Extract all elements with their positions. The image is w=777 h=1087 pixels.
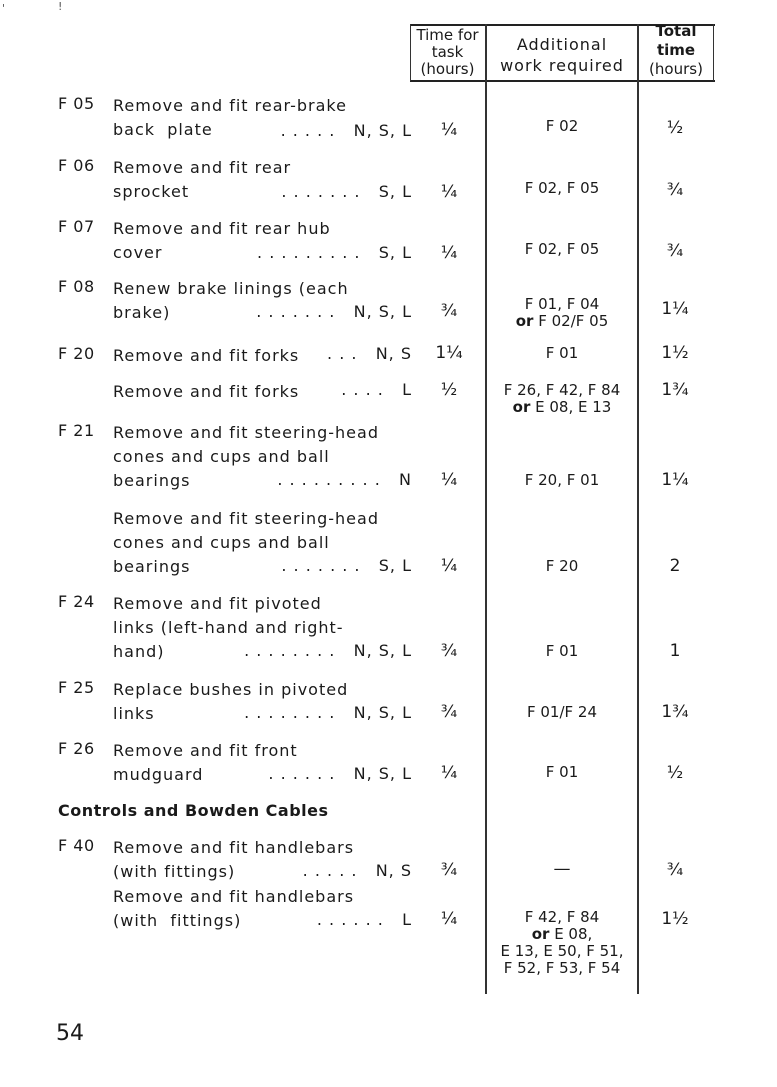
header-total-time: Total time (hours) (649, 22, 703, 78)
task-time: ¼ (440, 182, 458, 202)
task-time: ¾ (440, 702, 458, 722)
operation-description: Remove and fit handlebars (with fittings) (113, 838, 355, 881)
total-time: 1½ (661, 343, 689, 363)
task-time: 1¼ (435, 343, 463, 363)
operation-description: Remove and fit rear-brake back plate (113, 96, 347, 139)
task-time: ¼ (440, 470, 458, 490)
operation-description: Remove and fit forks (113, 346, 300, 365)
additional-work: F 01 (545, 763, 579, 781)
total-time: ¾ (666, 241, 684, 261)
additional-work: F 01, F 04 or F 02/F 05 (515, 295, 609, 330)
total-time: 1¾ (661, 702, 689, 722)
header-additional-work: Additional work required (500, 35, 624, 75)
additional-work: F 20, F 01 (524, 471, 600, 489)
operation-code: F 40 (58, 836, 95, 855)
task-time: ¾ (440, 860, 458, 880)
operation-code: F 21 (58, 421, 95, 440)
operation-code: F 06 (58, 156, 95, 175)
operation-code: F 25 (58, 678, 95, 697)
total-time: 1¾ (661, 380, 689, 400)
task-time: ¼ (440, 556, 458, 576)
header-bottom-rule (410, 80, 715, 82)
total-time: ¾ (666, 180, 684, 200)
operation-code: F 05 (58, 94, 95, 113)
additional-work: F 01/F 24 (526, 703, 598, 721)
operation-code: F 20 (58, 344, 95, 363)
operation-description: Remove and fit steering-head cones and cups and ball bearings (113, 423, 379, 490)
operation-code: F 26 (58, 739, 95, 758)
model-applicability: . . . . . . . S, L (281, 182, 412, 201)
header-time-for-task: Time for task (hours) (416, 26, 479, 78)
model-applicability: . . . . . . N, S, L (268, 764, 412, 783)
model-applicability: . . . . . N, S, L (280, 121, 412, 140)
task-time: ¾ (440, 301, 458, 321)
total-time: 1¼ (661, 470, 689, 490)
header-right-edge (713, 24, 714, 81)
total-time: ½ (666, 118, 684, 138)
model-applicability: . . . N, S (327, 344, 412, 363)
additional-work: — (553, 859, 571, 879)
additional-work: F 02, F 05 (524, 179, 600, 197)
operation-description: Remove and fit rear hub cover (113, 219, 331, 262)
model-applicability: . . . . L (341, 380, 412, 399)
task-time: ¼ (440, 763, 458, 783)
model-applicability: . . . . . . . . . N (277, 470, 412, 489)
task-time: ½ (440, 380, 458, 400)
total-time: 1 (669, 641, 681, 661)
scan-mark: ' (2, 2, 6, 15)
total-time: ¾ (666, 860, 684, 880)
model-applicability: . . . . . . . S, L (281, 556, 412, 575)
operation-description: Remove and fit steering-head cones and cups and ball bearings (113, 509, 379, 576)
model-applicability: . . . . . . . . N, S, L (244, 703, 412, 722)
additional-work: F 02, F 05 (524, 240, 600, 258)
operation-code: F 08 (58, 277, 95, 296)
total-time: ½ (666, 763, 684, 783)
page-number: 54 (56, 1021, 84, 1046)
operation-description: Remove and fit front mudguard (113, 741, 298, 784)
operation-description: Renew brake linings (each brake) (113, 279, 349, 322)
scan-mark: ! (58, 0, 63, 13)
operation-code: F 07 (58, 217, 95, 236)
additional-work: F 26, F 42, F 84 or E 08, E 13 (503, 381, 621, 416)
total-time: 2 (669, 556, 681, 576)
model-applicability: . . . . . . . . . S, L (257, 243, 412, 262)
operation-description: Remove and fit pivoted links (left-hand and right- hand) (113, 594, 344, 661)
additional-work: F 01 (545, 344, 579, 362)
task-time: ¼ (440, 120, 458, 140)
operation-description: Remove and fit forks (113, 382, 300, 401)
operation-description: Remove and fit rear sprocket (113, 158, 292, 201)
task-time: ¼ (440, 243, 458, 263)
model-applicability: . . . . . . L (316, 910, 412, 929)
operation-description: Replace bushes in pivoted links (113, 680, 349, 723)
additional-work: F 01 (545, 642, 579, 660)
total-time: 1½ (661, 909, 689, 929)
additional-work: F 42, F 84 or E 08, E 13, E 50, F 51, F 52, F 53, F 54 (500, 908, 624, 977)
additional-work: F 02 (545, 117, 579, 135)
model-applicability: . . . . . N, S (302, 861, 412, 880)
column-divider (637, 24, 639, 994)
additional-work: F 20 (545, 557, 579, 575)
section-heading: Controls and Bowden Cables (58, 801, 329, 820)
model-applicability: . . . . . . . . N, S, L (244, 641, 412, 660)
total-time: 1¼ (661, 299, 689, 319)
task-time: ¼ (440, 909, 458, 929)
column-divider (485, 24, 487, 994)
operation-code: F 24 (58, 592, 95, 611)
task-time: ¾ (440, 641, 458, 661)
operation-description: Remove and fit handlebars (with fittings) (113, 887, 355, 930)
model-applicability: . . . . . . . N, S, L (256, 302, 412, 321)
